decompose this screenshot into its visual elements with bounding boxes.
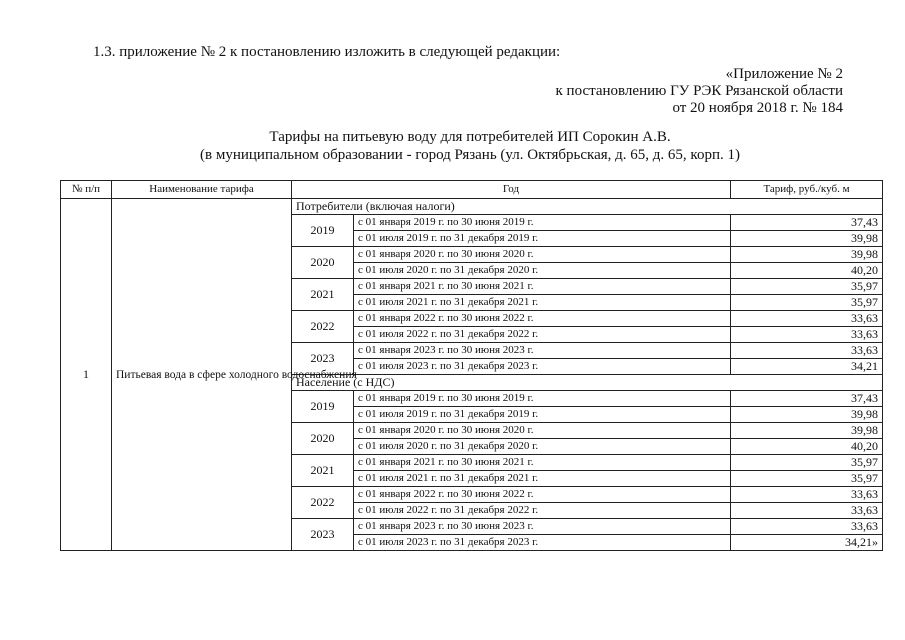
period-cell: с 01 января 2019 г. по 30 июня 2019 г.	[354, 391, 731, 407]
year-cell: 2023	[292, 519, 354, 551]
tariff-value-cell: 35,97	[731, 455, 883, 471]
year-cell: 2022	[292, 487, 354, 519]
tariff-table	[60, 180, 883, 551]
tariff-value-cell: 34,21»	[731, 535, 883, 551]
intro-text: 1.3. приложение № 2 к постановлению изложить в следующей редакции:	[93, 44, 561, 60]
tariff-value-cell: 33,63	[731, 519, 883, 535]
tariff-value-cell: 37,43	[731, 391, 883, 407]
header-tariff-value: Тариф, руб./куб. м	[731, 181, 883, 199]
period-cell: с 01 января 2020 г. по 30 июня 2020 г.	[354, 423, 731, 439]
period-cell: с 01 июля 2022 г. по 31 декабря 2022 г.	[354, 503, 731, 519]
tariff-value-cell: 35,97	[731, 471, 883, 487]
tariff-value-cell: 33,63	[731, 487, 883, 503]
header-tariff-name: Наименование тарифа	[112, 181, 292, 199]
table-header-row	[61, 181, 883, 199]
table-body	[61, 199, 883, 551]
tariff-name: Питьевая вода в сфере холодного водоснабжения	[112, 199, 292, 551]
header-number: № п/п	[61, 181, 112, 199]
period-cell: с 01 июля 2021 г. по 31 декабря 2021 г.	[354, 295, 731, 311]
year-cell: 2019	[292, 391, 354, 423]
period-cell: с 01 января 2019 г. по 30 июня 2019 г.	[354, 215, 731, 231]
row-number: 1	[61, 199, 112, 551]
period-cell: с 01 июля 2023 г. по 31 декабря 2023 г.	[354, 359, 731, 375]
period-cell: с 01 июля 2019 г. по 31 декабря 2019 г.	[354, 231, 731, 247]
tariff-value-cell: 33,63	[731, 311, 883, 327]
tariff-value-cell: 40,20	[731, 439, 883, 455]
period-cell: с 01 июля 2020 г. по 31 декабря 2020 г.	[354, 439, 731, 455]
year-cell: 2019	[292, 215, 354, 247]
tariff-value-cell: 33,63	[731, 503, 883, 519]
tariff-value-cell: 37,43	[731, 215, 883, 231]
tariff-value-cell: 34,21	[731, 359, 883, 375]
period-cell: с 01 января 2021 г. по 30 июня 2021 г.	[354, 279, 731, 295]
header-year: Год	[292, 181, 731, 199]
period-cell: с 01 июля 2020 г. по 31 декабря 2020 г.	[354, 263, 731, 279]
consumer-group-label: Потребители (включая налоги)	[292, 199, 883, 215]
table-title	[60, 128, 880, 164]
period-cell: с 01 июля 2021 г. по 31 декабря 2021 г.	[354, 471, 731, 487]
period-cell: с 01 января 2023 г. по 30 июня 2023 г.	[354, 519, 731, 535]
period-cell: с 01 июля 2019 г. по 31 декабря 2019 г.	[354, 407, 731, 423]
group-row	[61, 199, 883, 215]
year-cell: 2020	[292, 247, 354, 279]
appendix-reference	[556, 66, 843, 117]
tariff-value-cell: 40,20	[731, 263, 883, 279]
tariff-value-cell: 35,97	[731, 279, 883, 295]
period-cell: с 01 июля 2023 г. по 31 декабря 2023 г.	[354, 535, 731, 551]
tariff-value-cell: 33,63	[731, 327, 883, 343]
period-cell: с 01 января 2023 г. по 30 июня 2023 г.	[354, 343, 731, 359]
tariff-value-cell: 39,98	[731, 231, 883, 247]
tariff-value-cell: 39,98	[731, 247, 883, 263]
period-cell: с 01 января 2021 г. по 30 июня 2021 г.	[354, 455, 731, 471]
period-cell: с 01 января 2020 г. по 30 июня 2020 г.	[354, 247, 731, 263]
tariff-value-cell: 35,97	[731, 295, 883, 311]
table-title-line-1: Тарифы на питьевую воду для потребителей ИП Сорокин А.В.	[269, 129, 671, 145]
tariff-value-cell: 39,98	[731, 423, 883, 439]
appendix-line-2: к постановлению ГУ РЭК Рязанской области	[555, 83, 843, 99]
period-cell: с 01 января 2022 г. по 30 июня 2022 г.	[354, 311, 731, 327]
period-cell: с 01 июля 2022 г. по 31 декабря 2022 г.	[354, 327, 731, 343]
consumer-group-label: Население (с НДС)	[292, 375, 883, 391]
period-cell: с 01 января 2022 г. по 30 июня 2022 г.	[354, 487, 731, 503]
tariff-value-cell: 33,63	[731, 343, 883, 359]
appendix-line-3: от 20 ноября 2018 г. № 184	[672, 100, 843, 116]
year-cell: 2020	[292, 423, 354, 455]
year-cell: 2023	[292, 343, 354, 375]
table-title-line-2: (в муниципальном образовании - город Рязань (ул. Октябрьская, д. 65, д. 65, корп. 1)	[200, 147, 740, 163]
year-cell: 2021	[292, 279, 354, 311]
tariff-value-cell: 39,98	[731, 407, 883, 423]
year-cell: 2022	[292, 311, 354, 343]
year-cell: 2021	[292, 455, 354, 487]
appendix-line-1: «Приложение № 2	[725, 66, 843, 82]
